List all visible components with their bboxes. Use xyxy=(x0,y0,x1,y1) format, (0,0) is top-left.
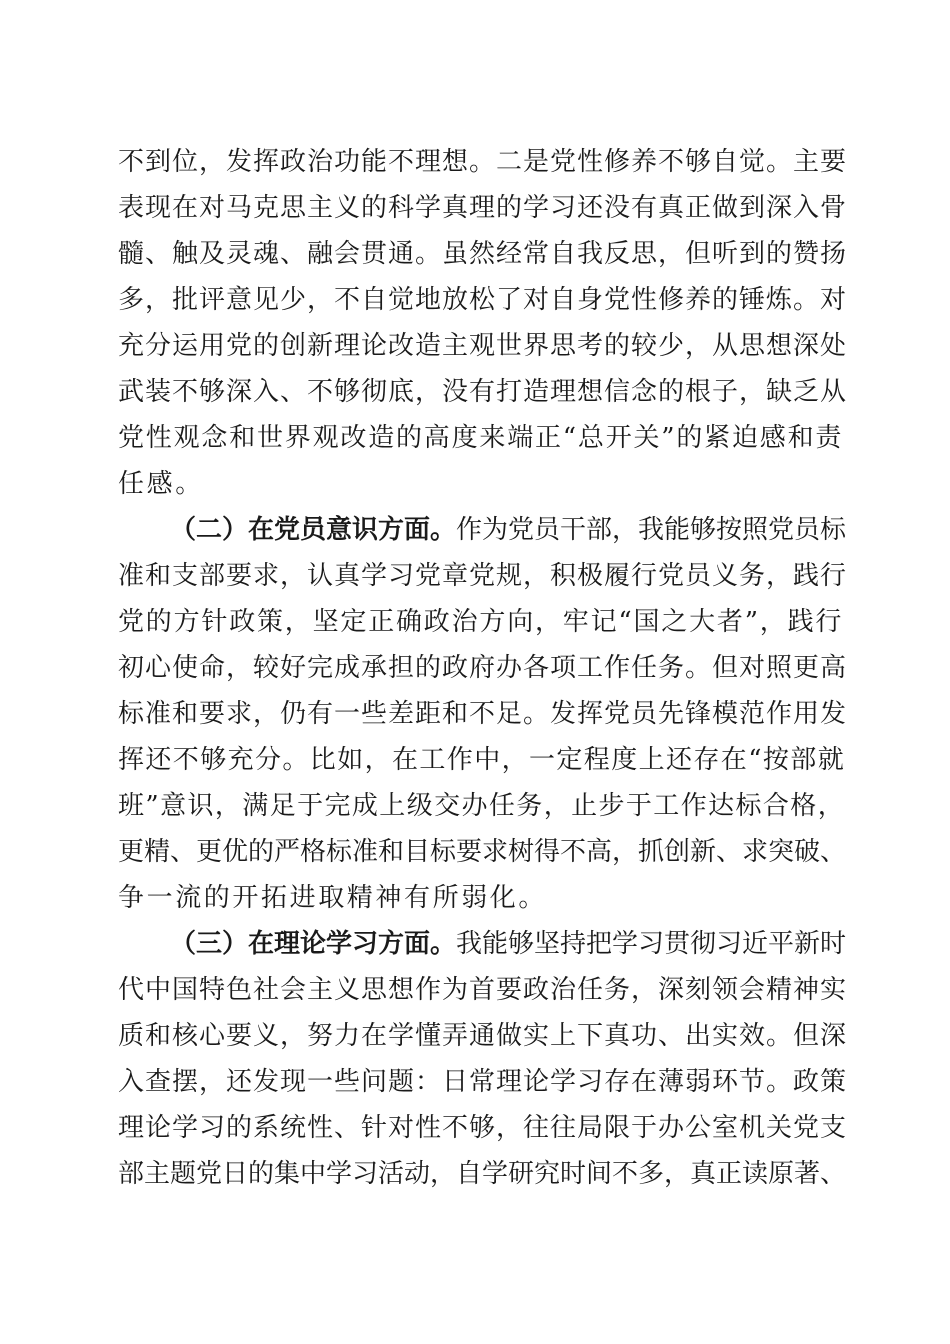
text-line: 入查摆，还发现一些问题：日常理论学习存在薄弱环节。政策 xyxy=(118,1067,848,1097)
text-line: 代中国特色社会主义思想作为首要政治任务，深刻领会精神实 xyxy=(118,975,848,1005)
section-2-first-line-text: 作为党员干部，我能够按照党员标 xyxy=(456,515,847,545)
text-line: 部主题党日的集中学习活动，自学研究时间不多，真正读原著、 xyxy=(118,1159,847,1189)
text-line: 多，批评意见少，不自觉地放松了对自身党性修养的锤炼。对 xyxy=(118,285,848,315)
text-line: 挥还不够充分。比如，在工作中，一定程度上还存在“按部就 xyxy=(118,745,846,775)
text-line: 武装不够深入、不够彻底，没有打造理想信念的根子，缺乏从 xyxy=(118,377,848,407)
text-line: 党性观念和世界观改造的高度来端正“总开关”的紧迫感和责 xyxy=(118,423,844,453)
text-line: 充分运用党的创新理论改造主观世界思考的较少，从思想深处 xyxy=(118,331,848,361)
text-line: 表现在对马克思主义的科学真理的学习还没有真正做到深入骨 xyxy=(118,193,848,223)
text-line: 党的方针政策，坚定正确政治方向，牢记“国之大者”，践行 xyxy=(118,607,844,637)
text-line: 质和核心要义，努力在学懂弄通做实上下真功、出实效。但深 xyxy=(118,1021,848,1051)
text-line: 准和支部要求，认真学习党章党规，积极履行党员义务，践行 xyxy=(118,561,848,591)
section-3-heading: （三）在理论学习方面。 xyxy=(170,929,457,959)
text-line: 不到位，发挥政治功能不理想。二是党性修养不够自觉。主要 xyxy=(118,147,848,177)
text-line: 班”意识，满足于完成上级交办任务，止步于工作达标合格， xyxy=(118,791,846,821)
text-line: 初心使命，较好完成承担的政府办各项工作任务。但对照更高 xyxy=(118,653,848,683)
text-line: 标准和要求，仍有一些差距和不足。发挥党员先锋模范作用发 xyxy=(118,699,848,729)
text-line: 任感。 xyxy=(118,469,204,499)
section-2-first-line xyxy=(170,510,850,550)
text-line: 争一流的开拓进取精神有所弱化。 xyxy=(118,883,548,913)
text-line: 髓、触及灵魂、融会贯通。虽然经常自我反思，但听到的赞扬 xyxy=(118,239,848,269)
section-3-first-line xyxy=(170,924,850,964)
text-line: 理论学习的系统性、针对性不够，往往局限于办公室机关党支 xyxy=(118,1113,848,1143)
section-3-first-line-text: 我能够坚持把学习贯彻习近平新时 xyxy=(456,929,847,959)
text-line: 更精、更优的严格标准和目标要求树得不高，抓创新、求突破、 xyxy=(118,837,847,867)
section-2-heading: （二）在党员意识方面。 xyxy=(170,515,457,545)
